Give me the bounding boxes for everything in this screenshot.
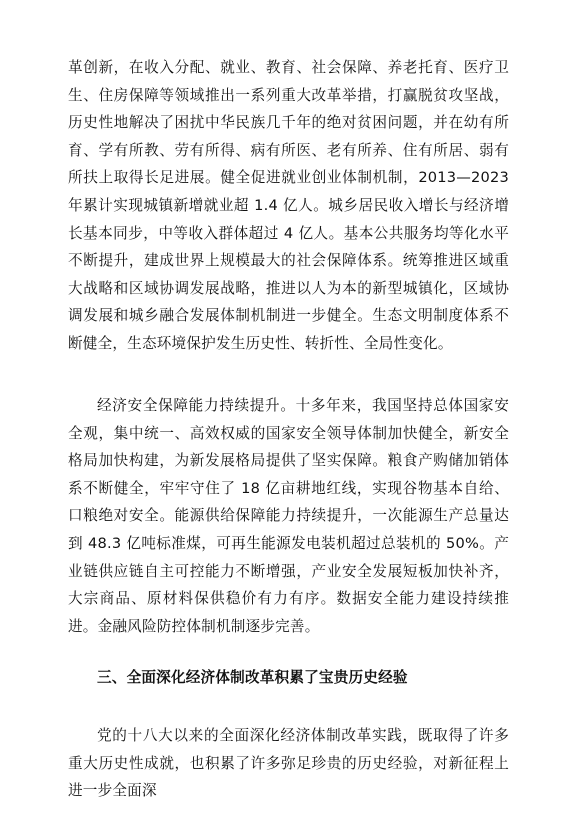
body-paragraph-economic-security: 经济安全保障能力持续提升。十多年来，我国坚持总体国家安全观，集中统一、高效权威的国家安全领导体制加快健全，新安全格局加快构建，为新发展格局提供了坚实保障。粮食产购储加销体系不断健全，牢牢守住了 18 亿亩耕地红线，实现谷物基本自给、口粮绝对安全。能源供给保障能力持续提升，一次能源生产总量达到 48.3 亿吨标准煤，可再生能源发电装机超过总装机的 50%。产业链供应链自主可控能力不断增强，产业安全发展短板加快补齐，大宗商品、原材料保供稳价有力有序。数据安全能力建设持续推进。金融风险防控体制机制逐步完善。	[68, 397, 509, 635]
section-heading: 三、全面深化经济体制改革积累了宝贵历史经验	[97, 669, 408, 686]
body-paragraph-livelihood: 革创新，在收入分配、就业、教育、社会保障、养老托育、医疗卫生、住房保障等领域推出一系列重大改革举措，打赢脱贫攻坚战，历史性地解决了困扰中华民族几千年的绝对贫困问题，并在幼有所育、学有所教、劳有所得、病有所医、老有所养、住有所居、弱有所扶上取得长足进展。健全促进就业创业体制机制，2013—2023 年累计实现城镇新增就业超 1.4 亿人。城乡居民收入增长与经济增长基本同步，中等收入群体超过 4 亿人。基本公共服务均等化水平不断提升，建成世界上规模最大的社会保障体系。统筹推进区域重大战略和区域协调发展战略，推进以人为本的新型城镇化，区域协调发展和城乡融合发展体制机制进一步健全。生态文明制度体系不断健全，生态环境保护发生历史性、转折性、全局性变化。	[68, 59, 509, 352]
body-paragraph-historical-experience: 党的十八大以来的全面深化经济体制改革实践，既取得了许多重大历史性成就，也积累了许多弥足珍贵的历史经验，对新征程上进一步全面深	[68, 727, 509, 800]
